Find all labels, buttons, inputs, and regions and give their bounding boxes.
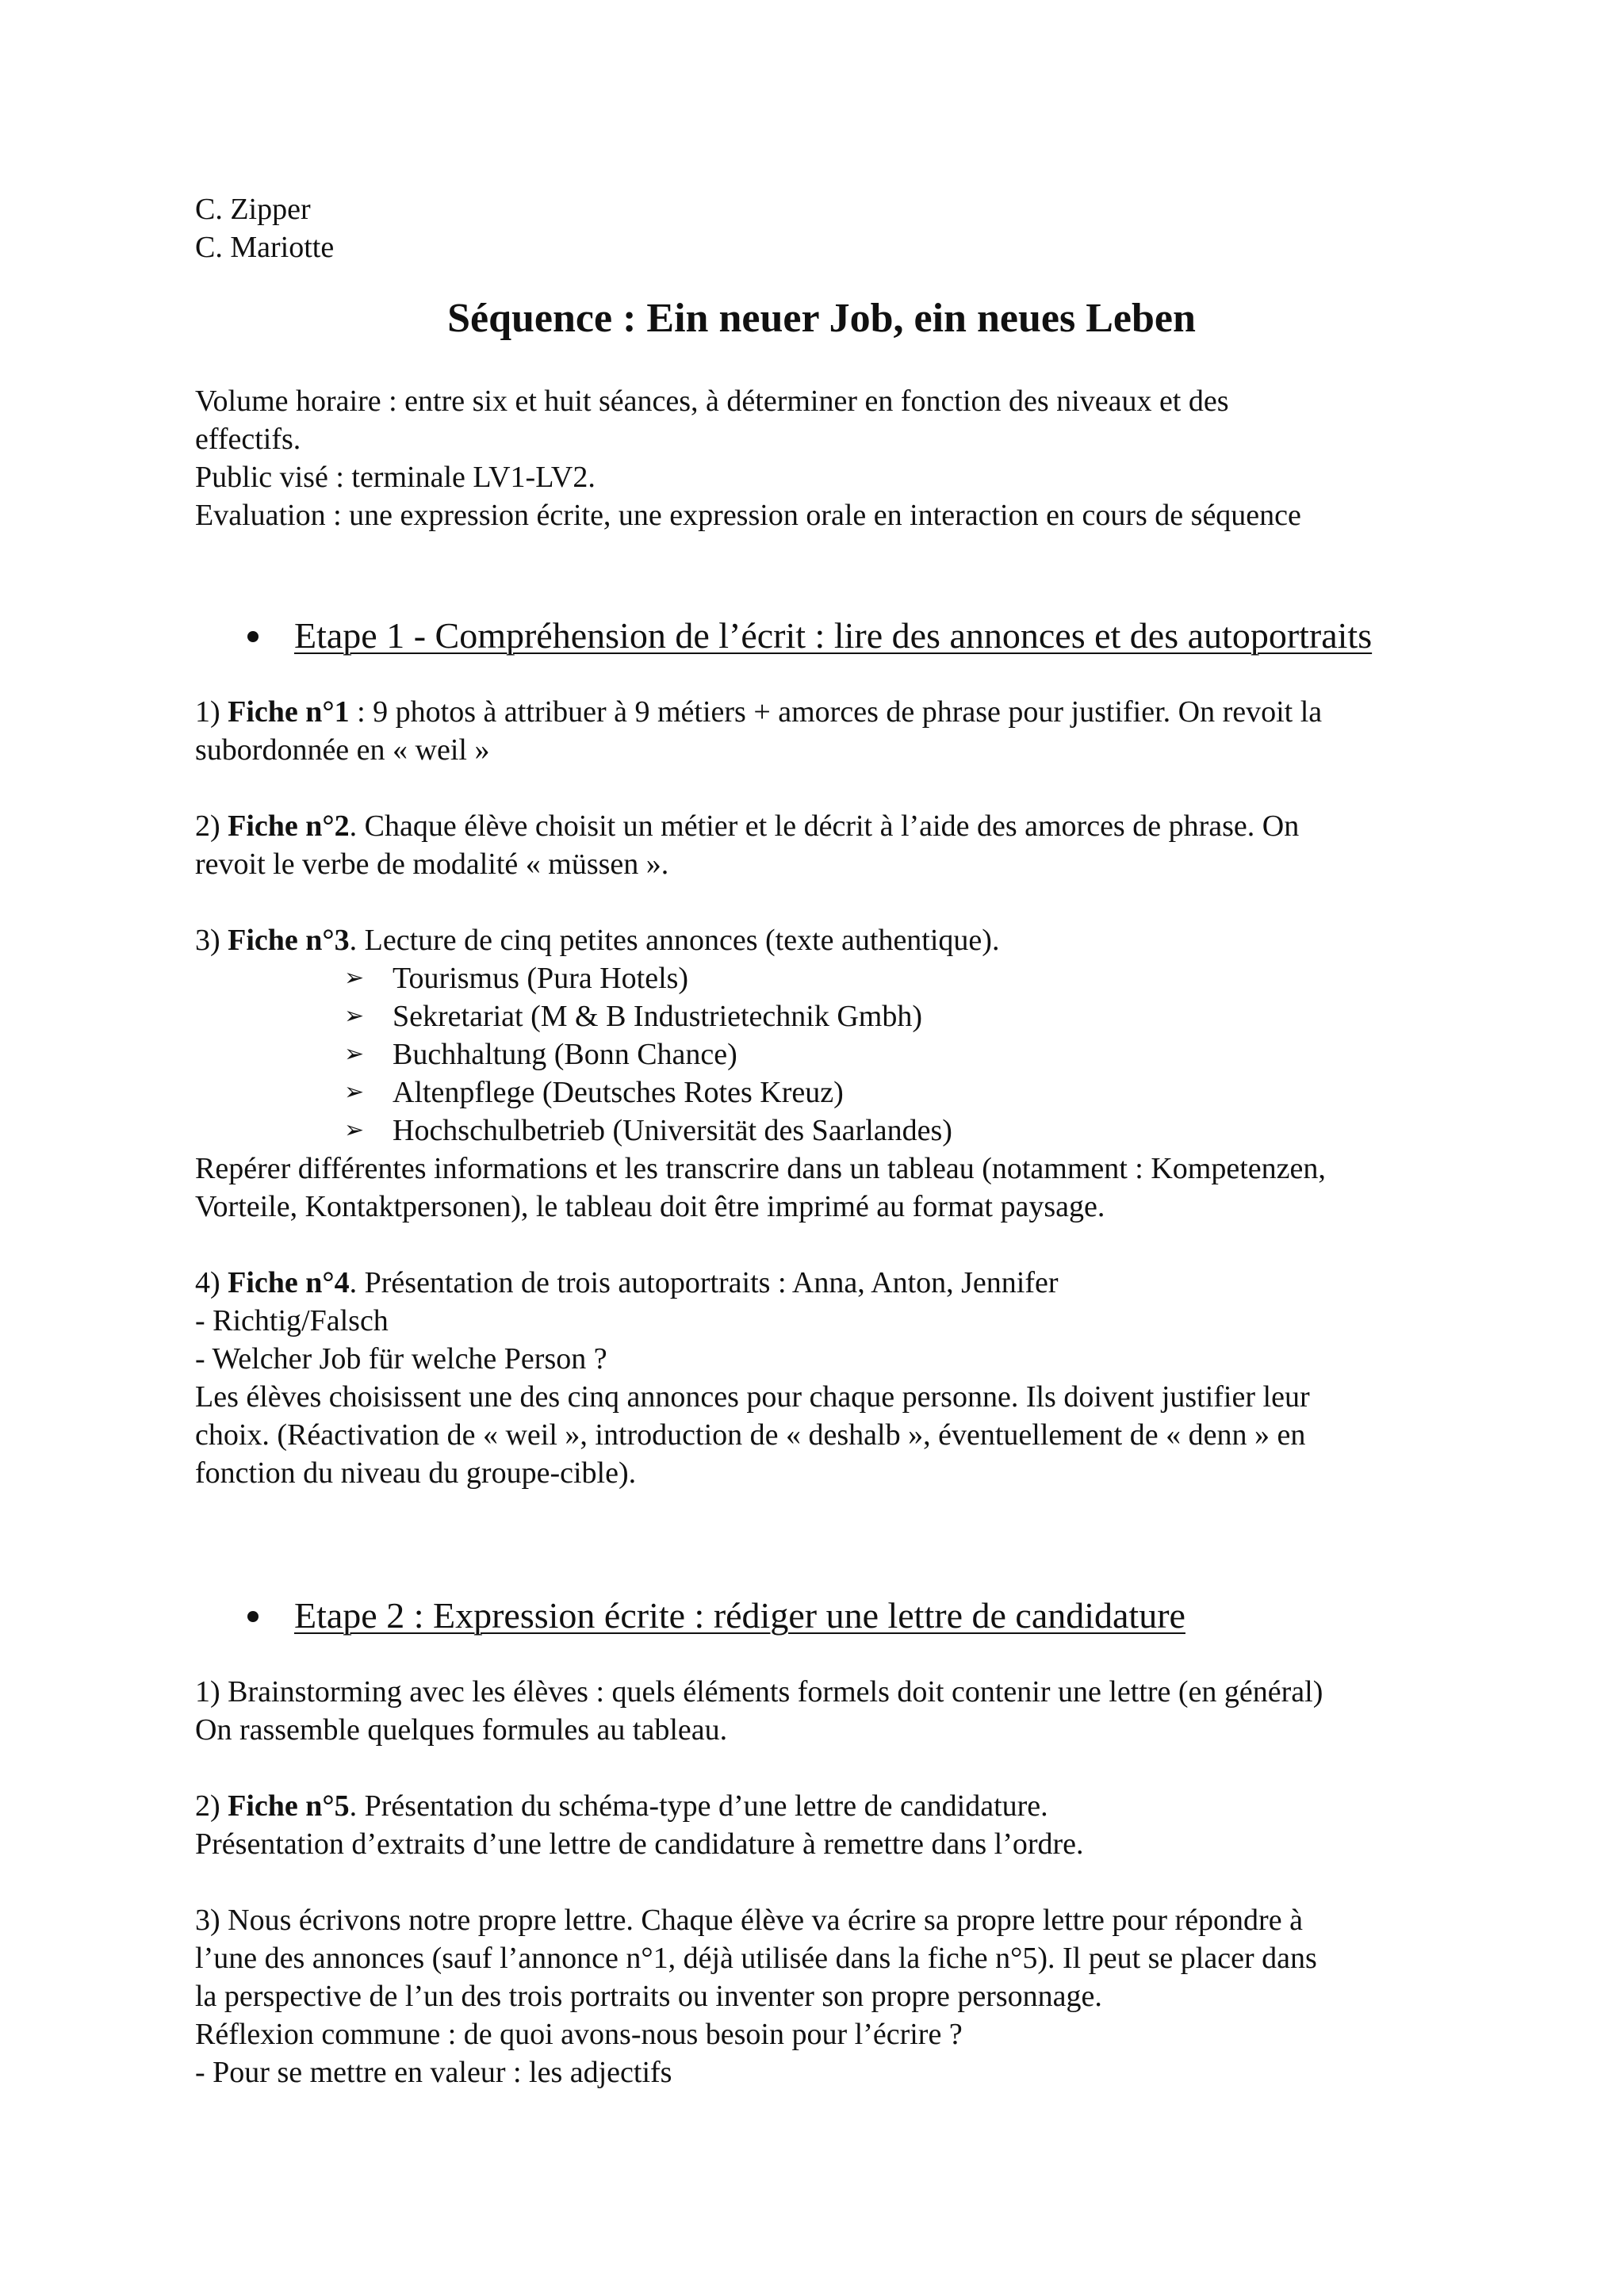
item-text: . Chaque élève choisit un métier et le décrit à l’aide des amorces de phrase. On — [349, 809, 1300, 843]
arrow-bullet-icon: ➢ — [344, 1040, 365, 1068]
etape-2-item-2 — [195, 1787, 1448, 1863]
item-number: 3) — [195, 924, 228, 957]
bullet-icon — [247, 1611, 259, 1622]
fiche-label: Fiche n°4 — [228, 1266, 350, 1299]
item-text: Vorteile, Kontaktpersonen), le tableau doit être imprimé au format paysage. — [195, 1190, 1105, 1223]
item-text: Repérer différentes informations et les transcrire dans un tableau (notamment : Kompetenzen, — [195, 1152, 1326, 1185]
item-text: - Pour se mettre en valeur : les adjectifs — [195, 2056, 672, 2089]
etape-2-item-1 — [195, 1673, 1448, 1749]
list-item: ➢ Sekretariat (M & B Industrietechnik Gmbh) — [195, 997, 1448, 1035]
intro-line: effectifs. — [195, 423, 301, 456]
etape-1-item-4 — [195, 1264, 1448, 1492]
item-text: Les élèves choisissent une des cinq annonces pour chaque personne. Ils doivent justifier leur — [195, 1380, 1310, 1414]
arrow-bullet-icon: ➢ — [344, 1116, 365, 1144]
author-name: C. Mariotte — [195, 231, 335, 264]
fiche-label: Fiche n°5 — [228, 1789, 350, 1823]
item-text: l’une des annonces (sauf l’annonce n°1, déjà utilisée dans la fiche n°5). Il peut se placer dans — [195, 1942, 1317, 1975]
spacer — [195, 883, 1448, 921]
spacer — [195, 1492, 1448, 1594]
item-text: Présentation d’extraits d’une lettre de candidature à remettre dans l’ordre. — [195, 1827, 1084, 1861]
etape-1-heading — [195, 614, 1448, 658]
item-text: la perspective de l’un des trois portraits ou inventer son propre personnage. — [195, 1980, 1102, 2013]
document-body — [195, 190, 1448, 2091]
spacer — [195, 1749, 1448, 1787]
spacer — [195, 1226, 1448, 1264]
etape-1-title: Etape 1 - Compréhension de l’écrit : lire des annonces et des autoportraits — [294, 615, 1373, 656]
item-number: 2) — [195, 1789, 228, 1823]
etape-2-title: Etape 2 : Expression écrite : rédiger une lettre de candidature — [294, 1595, 1185, 1636]
list-item: ➢ Hochschulbetrieb (Universität des Saarlandes) — [195, 1112, 1448, 1150]
item-text: : 9 photos à attribuer à 9 métiers + amorces de phrase pour justifier. On revoit la — [349, 695, 1323, 729]
arrow-bullet-icon: ➢ — [344, 1002, 365, 1030]
etape-2-item-3 — [195, 1901, 1448, 2091]
item-text: - Welcher Job für welche Person ? — [195, 1342, 607, 1376]
intro-line: Evaluation : une expression écrite, une expression orale en interaction en cours de séquence — [195, 499, 1301, 532]
item-text: choix. (Réactivation de « weil », introduction de « deshalb », éventuellement de « denn » en — [195, 1418, 1306, 1452]
list-item: ➢ Tourismus (Pura Hotels) — [195, 959, 1448, 997]
intro-line: Volume horaire : entre six et huit séances, à déterminer en fonction des niveaux et des — [195, 385, 1229, 418]
item-text: - Richtig/Falsch — [195, 1304, 389, 1337]
list-item: ➢ Altenpflege (Deutsches Rotes Kreuz) — [195, 1073, 1448, 1112]
fiche-label: Fiche n°3 — [228, 924, 350, 957]
author-name: C. Zipper — [195, 193, 311, 226]
item-text: revoit le verbe de modalité « müssen ». — [195, 848, 669, 881]
item-number: 1) — [195, 695, 228, 729]
item-text: . Lecture de cinq petites annonces (texte authentique). — [349, 924, 1000, 957]
arrow-bullet-icon: ➢ — [344, 1078, 365, 1106]
item-text: subordonnée en « weil » — [195, 733, 490, 767]
item-text: On rassemble quelques formules au tableau. — [195, 1713, 728, 1747]
item-number: 2) — [195, 809, 228, 843]
intro-line: Public visé : terminale LV1-LV2. — [195, 461, 596, 494]
spacer — [195, 769, 1448, 807]
etape-1-item-2 — [195, 807, 1448, 883]
item-text: Réflexion commune : de quoi avons-nous besoin pour l’écrire ? — [195, 2018, 963, 2051]
annonce-list — [195, 959, 1448, 1150]
item-text: . Présentation du schéma-type d’une lettre de candidature. — [349, 1789, 1048, 1823]
fiche-label: Fiche n°1 — [228, 695, 350, 729]
arrow-bullet-icon: ➢ — [344, 964, 365, 992]
etape-1-item-1 — [195, 693, 1448, 769]
item-text: 1) Brainstorming avec les élèves : quels éléments formels doit contenir une lettre (en général) — [195, 1675, 1323, 1709]
spacer — [195, 1863, 1448, 1901]
fiche-label: Fiche n°2 — [228, 809, 350, 843]
etape-2-heading — [195, 1594, 1448, 1638]
item-text: . Présentation de trois autoportraits : Anna, Anton, Jennifer — [349, 1266, 1059, 1299]
bullet-icon — [247, 631, 259, 642]
item-number: 4) — [195, 1266, 228, 1299]
item-text: 3) Nous écrivons notre propre lettre. Chaque élève va écrire sa propre lettre pour répondre à — [195, 1904, 1303, 1937]
spacer — [195, 534, 1448, 614]
etape-1-item-3 — [195, 921, 1448, 1226]
item-text: fonction du niveau du groupe-cible). — [195, 1456, 637, 1490]
list-item: ➢ Buchhaltung (Bonn Chance) — [195, 1035, 1448, 1073]
document-title: Séquence : Ein neuer Job, ein neues Leben — [447, 296, 1196, 341]
